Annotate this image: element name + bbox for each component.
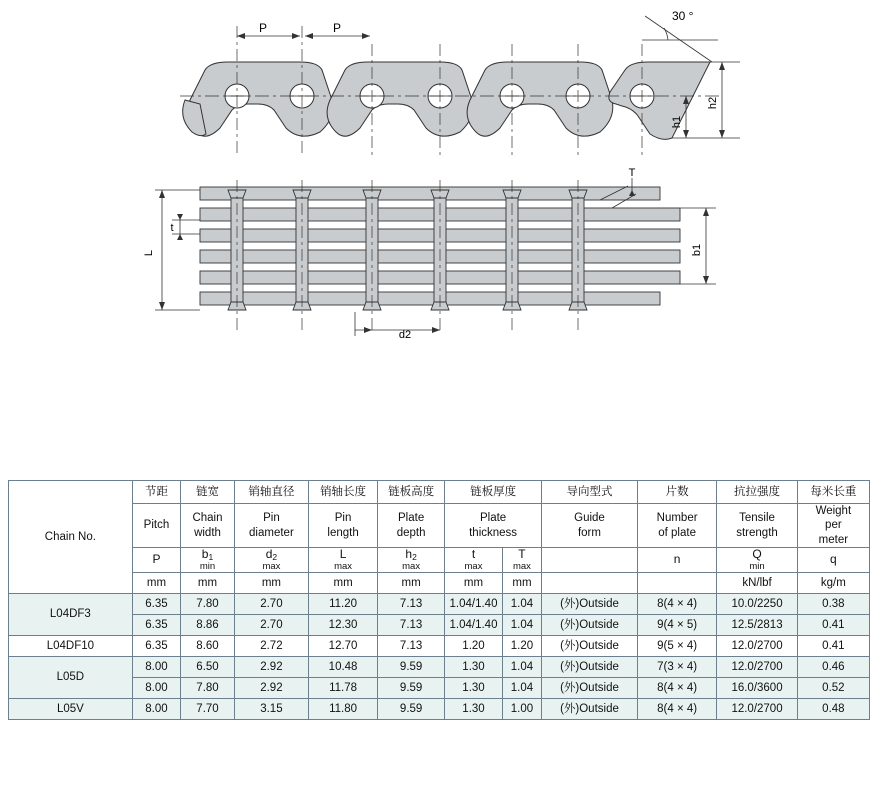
header-row-units bbox=[9, 573, 870, 594]
cell-number-of-plate: 8(4 × 4) bbox=[637, 699, 716, 720]
cell-plate-thickness-t: 1.20 bbox=[445, 636, 503, 657]
L-label: L bbox=[143, 249, 155, 257]
table-row bbox=[9, 594, 870, 615]
symbol-plate-depth: h2 max bbox=[378, 548, 445, 573]
symbol-chain-width: b1 min bbox=[181, 548, 235, 573]
symbol-number-of-plate: n bbox=[637, 548, 716, 573]
cell-number-of-plate: 8(4 × 4) bbox=[637, 678, 716, 699]
cell-pin-diameter: 3.15 bbox=[234, 699, 308, 720]
unit-plate-thickness-t: mm bbox=[445, 573, 503, 594]
cell-weight: 0.48 bbox=[797, 699, 869, 720]
cell-pin-length: 11.80 bbox=[309, 699, 378, 720]
table-row bbox=[9, 657, 870, 678]
unit-tensile-strength: kN/lbf bbox=[717, 573, 797, 594]
cell-plate-thickness-t: 1.30 bbox=[445, 678, 503, 699]
cell-plate-thickness-t: 1.04/1.40 bbox=[445, 615, 503, 636]
cell-plate-thickness-T: 1.04 bbox=[502, 594, 541, 615]
side-view-group bbox=[180, 9, 740, 156]
table-row bbox=[9, 678, 870, 699]
header-en-weight: Weight per meter bbox=[797, 504, 869, 548]
header-en-chain-width: Chain width bbox=[181, 504, 235, 548]
cell-chain-width: 7.80 bbox=[181, 594, 235, 615]
header-cn-pin-length: 销轴长度 bbox=[309, 481, 378, 504]
cell-chain-width: 7.80 bbox=[181, 678, 235, 699]
header-cn-pin-diameter: 销轴直径 bbox=[234, 481, 308, 504]
cell-plate-thickness-T: 1.20 bbox=[502, 636, 541, 657]
cell-chain-no: L04DF3 bbox=[9, 594, 133, 636]
cell-weight: 0.41 bbox=[797, 615, 869, 636]
cell-pin-length: 11.20 bbox=[309, 594, 378, 615]
header-en-number-of-plate: Number of plate bbox=[637, 504, 716, 548]
cell-pitch: 6.35 bbox=[132, 615, 180, 636]
cell-tensile-strength: 12.0/2700 bbox=[717, 636, 797, 657]
header-cn-weight: 每米长重 bbox=[797, 481, 869, 504]
cell-plate-thickness-t: 1.30 bbox=[445, 699, 503, 720]
cell-chain-no: L05D bbox=[9, 657, 133, 699]
cell-tensile-strength: 10.0/2250 bbox=[717, 594, 797, 615]
t-dimension bbox=[172, 214, 200, 240]
cell-pitch: 6.35 bbox=[132, 636, 180, 657]
spec-table-container bbox=[8, 480, 870, 720]
symbol-tensile-strength: Q min bbox=[717, 548, 797, 573]
header-cn-chain-width: 链宽 bbox=[181, 481, 235, 504]
header-cn-tensile-strength: 抗拉强度 bbox=[717, 481, 797, 504]
header-row-en bbox=[9, 504, 870, 548]
pitch-label-2: P bbox=[332, 21, 342, 35]
cell-chain-width: 6.50 bbox=[181, 657, 235, 678]
symbol-pitch: P bbox=[132, 548, 180, 573]
cell-pitch: 6.35 bbox=[132, 594, 180, 615]
header-cn-pitch: 节距 bbox=[132, 481, 180, 504]
symbol-guide-form bbox=[542, 548, 638, 573]
table-row bbox=[9, 615, 870, 636]
cell-weight: 0.38 bbox=[797, 594, 869, 615]
cell-plate-thickness-t: 1.04/1.40 bbox=[445, 594, 503, 615]
cell-plate-thickness-T: 1.04 bbox=[502, 615, 541, 636]
cell-weight: 0.52 bbox=[797, 678, 869, 699]
symbol-pin-diameter: d2 max bbox=[234, 548, 308, 573]
cell-guide-form: (外)Outside bbox=[542, 636, 638, 657]
symbol-weight: q bbox=[797, 548, 869, 573]
cell-plate-depth: 9.59 bbox=[378, 699, 445, 720]
cell-number-of-plate: 8(4 × 4) bbox=[637, 594, 716, 615]
cell-pin-length: 10.48 bbox=[309, 657, 378, 678]
cell-tensile-strength: 16.0/3600 bbox=[717, 678, 797, 699]
cell-pin-length: 11.78 bbox=[309, 678, 378, 699]
table-row bbox=[9, 699, 870, 720]
symbol-plate-thickness-T: T max bbox=[502, 548, 541, 573]
cell-plate-depth: 7.13 bbox=[378, 594, 445, 615]
t-label: t bbox=[170, 222, 174, 234]
cell-plate-depth: 9.59 bbox=[378, 678, 445, 699]
unit-weight: kg/m bbox=[797, 573, 869, 594]
unit-guide-form bbox=[542, 573, 638, 594]
unit-plate-depth: mm bbox=[378, 573, 445, 594]
cell-chain-no: L04DF10 bbox=[9, 636, 133, 657]
header-row-cn bbox=[9, 481, 870, 504]
header-cn-plate-depth: 链板高度 bbox=[378, 481, 445, 504]
cell-plate-depth: 7.13 bbox=[378, 615, 445, 636]
header-en-pin-length: Pin length bbox=[309, 504, 378, 548]
unit-number-of-plate bbox=[637, 573, 716, 594]
unit-chain-width: mm bbox=[181, 573, 235, 594]
cell-pin-diameter: 2.70 bbox=[234, 594, 308, 615]
unit-pin-diameter: mm bbox=[234, 573, 308, 594]
cell-guide-form: (外)Outside bbox=[542, 615, 638, 636]
symbol-pin-length: L max bbox=[309, 548, 378, 573]
cell-weight: 0.46 bbox=[797, 657, 869, 678]
header-en-tensile-strength: Tensile strength bbox=[717, 504, 797, 548]
header-row-symbols bbox=[9, 548, 870, 573]
cell-plate-thickness-T: 1.04 bbox=[502, 657, 541, 678]
header-en-guide-form: Guide form bbox=[542, 504, 638, 548]
plan-view-group bbox=[143, 167, 716, 341]
cell-chain-no: L05V bbox=[9, 699, 133, 720]
cell-chain-width: 7.70 bbox=[181, 699, 235, 720]
cell-pin-diameter: 2.92 bbox=[234, 678, 308, 699]
header-en-plate-depth: Plate depth bbox=[378, 504, 445, 548]
header-en-plate-thickness: Plate thickness bbox=[445, 504, 542, 548]
cell-number-of-plate: 9(4 × 5) bbox=[637, 615, 716, 636]
cell-guide-form: (外)Outside bbox=[542, 594, 638, 615]
cell-guide-form: (外)Outside bbox=[542, 699, 638, 720]
cell-tensile-strength: 12.0/2700 bbox=[717, 657, 797, 678]
spec-table bbox=[8, 480, 870, 720]
pitch-dimension-1 bbox=[237, 33, 300, 39]
cell-plate-depth: 9.59 bbox=[378, 657, 445, 678]
T-label: T bbox=[628, 167, 636, 179]
unit-pin-length: mm bbox=[309, 573, 378, 594]
cell-pin-diameter: 2.72 bbox=[234, 636, 308, 657]
L-dimension bbox=[155, 190, 200, 310]
cell-plate-depth: 7.13 bbox=[378, 636, 445, 657]
cell-pin-length: 12.70 bbox=[309, 636, 378, 657]
cell-pin-diameter: 2.70 bbox=[234, 615, 308, 636]
symbol-plate-thickness-t: t max bbox=[445, 548, 503, 573]
unit-plate-thickness-T: mm bbox=[502, 573, 541, 594]
header-en-pitch: Pitch bbox=[132, 504, 180, 548]
cell-plate-thickness-t: 1.30 bbox=[445, 657, 503, 678]
cell-guide-form: (外)Outside bbox=[542, 678, 638, 699]
spec-table-body bbox=[9, 594, 870, 720]
cell-tensile-strength: 12.0/2700 bbox=[717, 699, 797, 720]
h2-label: h2 bbox=[707, 96, 719, 110]
cell-pitch: 8.00 bbox=[132, 657, 180, 678]
h1-label: h1 bbox=[671, 115, 683, 129]
cell-weight: 0.41 bbox=[797, 636, 869, 657]
header-cn-guide-form: 导向型式 bbox=[542, 481, 638, 504]
chain-no-header: Chain No. bbox=[9, 481, 133, 594]
header-cn-plate-thickness: 链板厚度 bbox=[445, 481, 542, 504]
header-cn-number-of-plate: 片数 bbox=[637, 481, 716, 504]
cell-pitch: 8.00 bbox=[132, 678, 180, 699]
cell-tensile-strength: 12.5/2813 bbox=[717, 615, 797, 636]
cell-number-of-plate: 9(5 × 4) bbox=[637, 636, 716, 657]
table-row bbox=[9, 636, 870, 657]
header-en-pin-diameter: Pin diameter bbox=[234, 504, 308, 548]
cell-guide-form: (外)Outside bbox=[542, 657, 638, 678]
cell-chain-width: 8.60 bbox=[181, 636, 235, 657]
cell-number-of-plate: 7(3 × 4) bbox=[637, 657, 716, 678]
cell-chain-width: 8.86 bbox=[181, 615, 235, 636]
cell-plate-thickness-T: 1.00 bbox=[502, 699, 541, 720]
d2-label: d2 bbox=[398, 329, 412, 341]
angle-label: 30 ° bbox=[672, 9, 694, 23]
pitch-label-1: P bbox=[258, 21, 268, 35]
unit-pitch: mm bbox=[132, 573, 180, 594]
d2-dimension bbox=[355, 312, 440, 336]
cell-pin-length: 12.30 bbox=[309, 615, 378, 636]
b1-label: b1 bbox=[691, 243, 703, 257]
cell-plate-thickness-T: 1.04 bbox=[502, 678, 541, 699]
cell-pitch: 8.00 bbox=[132, 699, 180, 720]
cell-pin-diameter: 2.92 bbox=[234, 657, 308, 678]
